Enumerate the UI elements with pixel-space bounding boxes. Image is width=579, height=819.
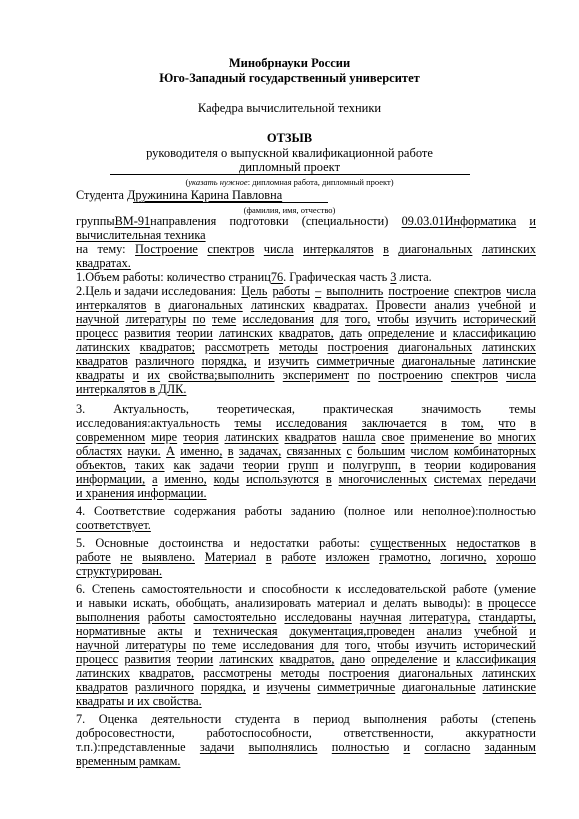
section2-line-3: процесс развития теории латинских квадратов, дать определение и классификацию bbox=[76, 326, 536, 340]
section5-last-line: структурирован. bbox=[76, 564, 163, 578]
section2-last-line: интеркалятов в ДЛК. bbox=[76, 382, 187, 396]
student-line: Студента Дружинина Карина Павловна bbox=[76, 188, 283, 202]
document-subtitle: руководителя о выпускной квалификационной работе bbox=[146, 146, 433, 160]
group-direction-line: группыВМ-91направления подготовки (специальности) 09.03.01Информатика и bbox=[76, 214, 536, 228]
section5-line-1: работе не выявлено. Материал в работе изложен грамотно, логично, хорошо bbox=[76, 550, 536, 564]
department-name: Кафедра вычислительной техники bbox=[197, 101, 382, 115]
section6-line-2: выполнения работы самостоятельно исследованы научная литература, стандарты, bbox=[76, 610, 536, 624]
ministry-name: Минобрнауки России bbox=[228, 56, 351, 70]
section6-line-1: и навыки искать, обобщать, анализировать материал и делать выводы): в процессе bbox=[76, 596, 536, 610]
section6-line-3: нормативные акты и техническая документация,проведен анализ учебной и bbox=[76, 624, 536, 638]
section1-volume: 1.Объем работы: количество страниц76. Графическая часть 3 листа. bbox=[76, 270, 432, 284]
work-type-underline bbox=[110, 174, 470, 175]
work-type-hint: (указать нужное: дипломная работа, дипломный проект) bbox=[185, 177, 394, 187]
section2-line-4: латинских квадратов; рассмотреть методы построения диагональных латинских bbox=[76, 340, 536, 354]
student-name: Дружинина Карина Павловна bbox=[126, 188, 283, 202]
section7-line-2: т.п.):представленные задачи выполнялись полностью и согласно заданным bbox=[76, 740, 536, 754]
section5-line-0: 5. Основные достоинства и недостатки работы: существенных недостатков в bbox=[76, 536, 536, 550]
section3-last-line: и хранения информации. bbox=[76, 486, 207, 500]
section2-line-6: квадраты и их свойства;выполнить эксперимент по построению спектров числа bbox=[76, 368, 536, 382]
section6-line-0: 6. Степень самостоятельности и способности к исследовательской работе (умение bbox=[76, 582, 536, 596]
section4-line-head: 4. Соответствие содержания работы заданию (полное или неполное):полностью bbox=[76, 504, 536, 518]
section2-line-1: интеркалятов в диагональных латинских квадратах. Провести анализ учебной и bbox=[76, 298, 536, 312]
section4-last-line: соответствует. bbox=[76, 518, 151, 532]
section3-line-0: исследования:актуальность темы исследования заключается в том, что в bbox=[76, 416, 536, 430]
topic-line: на тему: Построение спектров числа интеркалятов в диагональных латинских bbox=[76, 242, 536, 256]
section3-line-1: современном мире теория латинских квадратов нашла свое применение во многих bbox=[76, 430, 536, 444]
section6-line-5: процесс развития теории латинских квадратов, дано определение и классификация bbox=[76, 652, 536, 666]
direction-line2: вычислительная техника bbox=[76, 228, 206, 242]
work-type: дипломный проект bbox=[238, 160, 341, 174]
student-name-underline bbox=[133, 202, 328, 203]
section3-line-head: 3. Актуальность, теоретическая, практическая значимость темы bbox=[76, 402, 536, 416]
section3-line-2: областях науки. А именно, в задачах, связанных с большим числом комбинаторных bbox=[76, 444, 536, 458]
student-name-hint: (фамилия, имя, отчество) bbox=[243, 205, 336, 215]
topic-line2: квадратах. bbox=[76, 256, 131, 270]
section6-line-7: квадратов различного порядка, и изучены симметричные диагональные латинские bbox=[76, 680, 536, 694]
university-name: Юго-Западный государственный университет bbox=[159, 71, 420, 85]
document-title: ОТЗЫВ bbox=[266, 131, 313, 145]
section3-line-4: информации, а именно, коды используются в многочисленных системах передачи bbox=[76, 472, 536, 486]
section7-line-1: добросовестности, работоспособности, ответственности, аккуратности bbox=[76, 726, 536, 740]
section7-line-0: 7. Оценка деятельности студента в период выполнения работы (степень bbox=[76, 712, 536, 726]
section2-line-2: научной литературы по теме исследования для того, чтобы изучить исторический bbox=[76, 312, 536, 326]
section6-line-6: латинских квадратов, рассмотрены методы построения диагональных латинских bbox=[76, 666, 536, 680]
section3-line-3: объектов, таких как задачи теории групп и полугрупп, в теории кодирования bbox=[76, 458, 536, 472]
section7-last-line: временным рамкам. bbox=[76, 754, 181, 768]
section2-line-0: 2.Цель и задачи исследования: Цель работы – выполнить построение спектров числа bbox=[76, 284, 536, 298]
section6-last-line: квадраты и их свойства. bbox=[76, 694, 202, 708]
section6-line-4: научной литературы по теме исследования для того, чтобы изучить исторический bbox=[76, 638, 536, 652]
section2-line-5: квадратов различного порядка, и изучить симметричные диагональные латинские bbox=[76, 354, 536, 368]
